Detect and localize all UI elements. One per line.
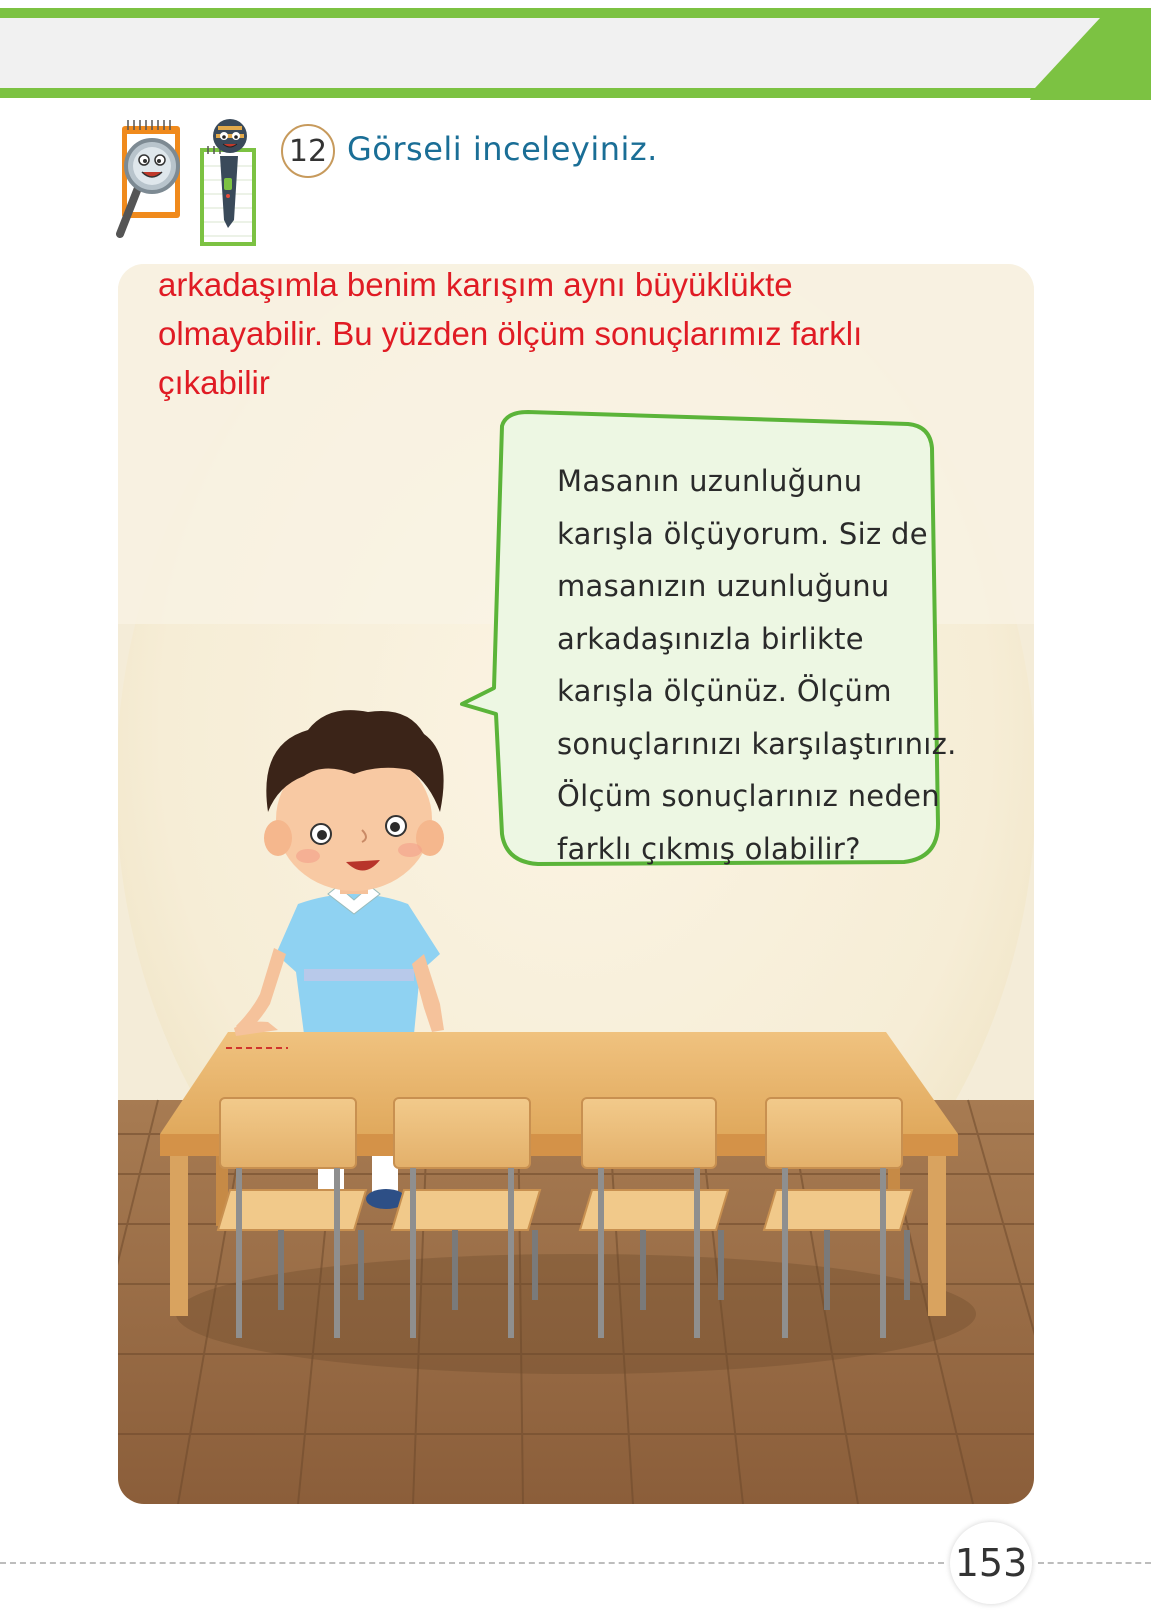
bubble-line: karışla ölçüyorum. Siz de [557,516,928,551]
page-number: 153 [950,1522,1032,1604]
bubble-line: Masanın uzunluğunu [557,464,863,498]
header-band [0,0,1151,100]
answer-line: arkadaşımla benim karışım aynı büyüklükte [158,266,793,303]
bubble-line: arkadaşınızla birlikte [557,621,864,656]
footer-dashed-line-left [0,1562,944,1564]
magnifier-mascot-icon [114,116,190,244]
answer-line: çıkabilir [158,364,270,401]
footer-dashed-line-right [1038,1562,1151,1564]
answer-line: olmayabilir. Bu yüzden ölçüm sonuçlarımız farklı [158,315,863,352]
task-title: Görseli inceleyiniz. [347,130,658,168]
pen-mascot-icon [200,116,266,248]
bubble-line: karışla ölçünüz. Ölçüm [557,674,892,708]
bubble-line: Ölçüm sonuçlarınız neden [557,779,940,813]
answer-text [158,260,978,407]
speech-bubble-text [557,455,977,875]
bubble-line: masanızın uzunluğunu [557,569,890,603]
bubble-line: sonuçlarınızı karşılaştırınız. [557,726,957,761]
bubble-line: farklı çıkmış olabilir? [557,831,861,866]
task-number: 12 [281,124,335,178]
classroom-illustration [118,264,1034,1504]
